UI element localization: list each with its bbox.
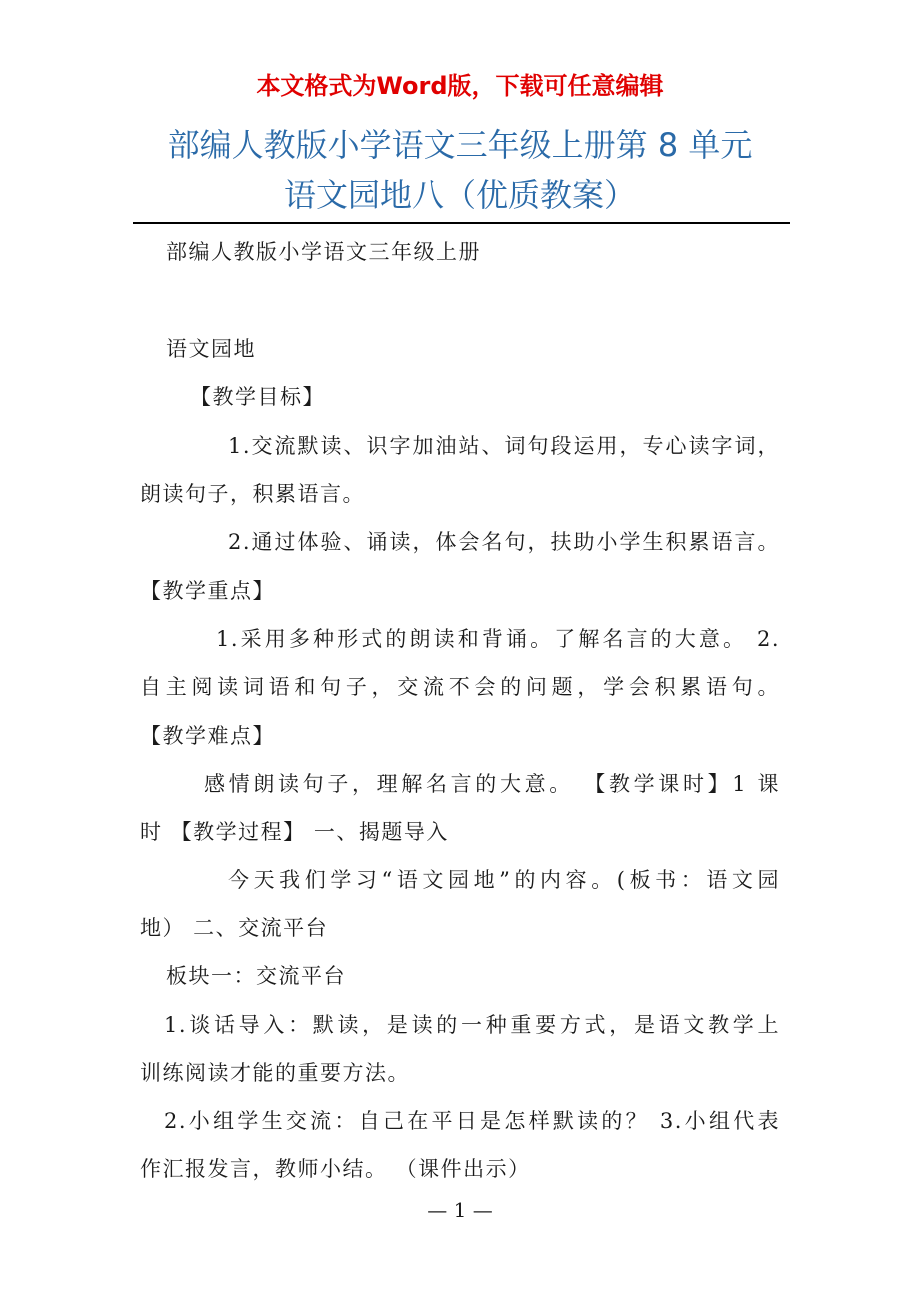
key-points-line-1: 1.采用多种形式的朗读和背诵。了解名言的大意。 2.	[216, 627, 780, 651]
title-line-1: 部编人教版小学语文三年级上册第 8 单元	[167, 126, 753, 164]
download-banner: 本文格式为Word版，下载可任意编辑	[256, 72, 664, 100]
block-one-heading: 板块一：交流平台	[166, 964, 346, 988]
key-points-line-2: 自主阅读词语和句子，交流不会的问题，学会积累语句。	[140, 675, 780, 699]
difficulties-line-1: 感情朗读句子，理解名言的大意。 【教学课时】1 课	[204, 772, 780, 796]
title-divider	[133, 222, 790, 224]
step-2-line-2: 作汇报发言，教师小结。 （课件出示）	[140, 1157, 531, 1181]
subtitle: 部编人教版小学语文三年级上册	[166, 240, 481, 264]
step-1-line-1: 1.谈话导入：默读，是读的一种重要方式，是语文教学上	[164, 1013, 780, 1037]
document-title	[0, 120, 920, 220]
intro-line-1: 今天我们学习“语文园地”的内容。(板书：语文园	[228, 868, 780, 892]
goals-heading: 【教学目标】	[190, 385, 325, 409]
difficulties-heading: 【教学难点】	[140, 724, 275, 748]
step-1-line-2: 训练阅读才能的重要方法。	[140, 1061, 410, 1085]
goal-1-line-1: 1.交流默读、识字加油站、词句段运用，专心读字词，	[228, 434, 780, 458]
goal-2: 2.通过体验、诵读，体会名句，扶助小学生积累语言。	[228, 530, 780, 554]
section-heading: 语文园地	[166, 337, 256, 361]
goal-1-line-2: 朗读句子，积累语言。	[140, 482, 365, 506]
key-points-heading: 【教学重点】	[140, 579, 275, 603]
title-line-2: 语文园地八（优质教案）	[283, 176, 636, 214]
difficulties-line-2: 时 【教学过程】 一、揭题导入	[140, 820, 449, 844]
intro-line-2: 地） 二、交流平台	[140, 916, 329, 940]
step-2-line-1: 2.小组学生交流：自己在平日是怎样默读的？ 3.小组代表	[164, 1109, 780, 1133]
page-number: — 1 —	[427, 1198, 493, 1222]
